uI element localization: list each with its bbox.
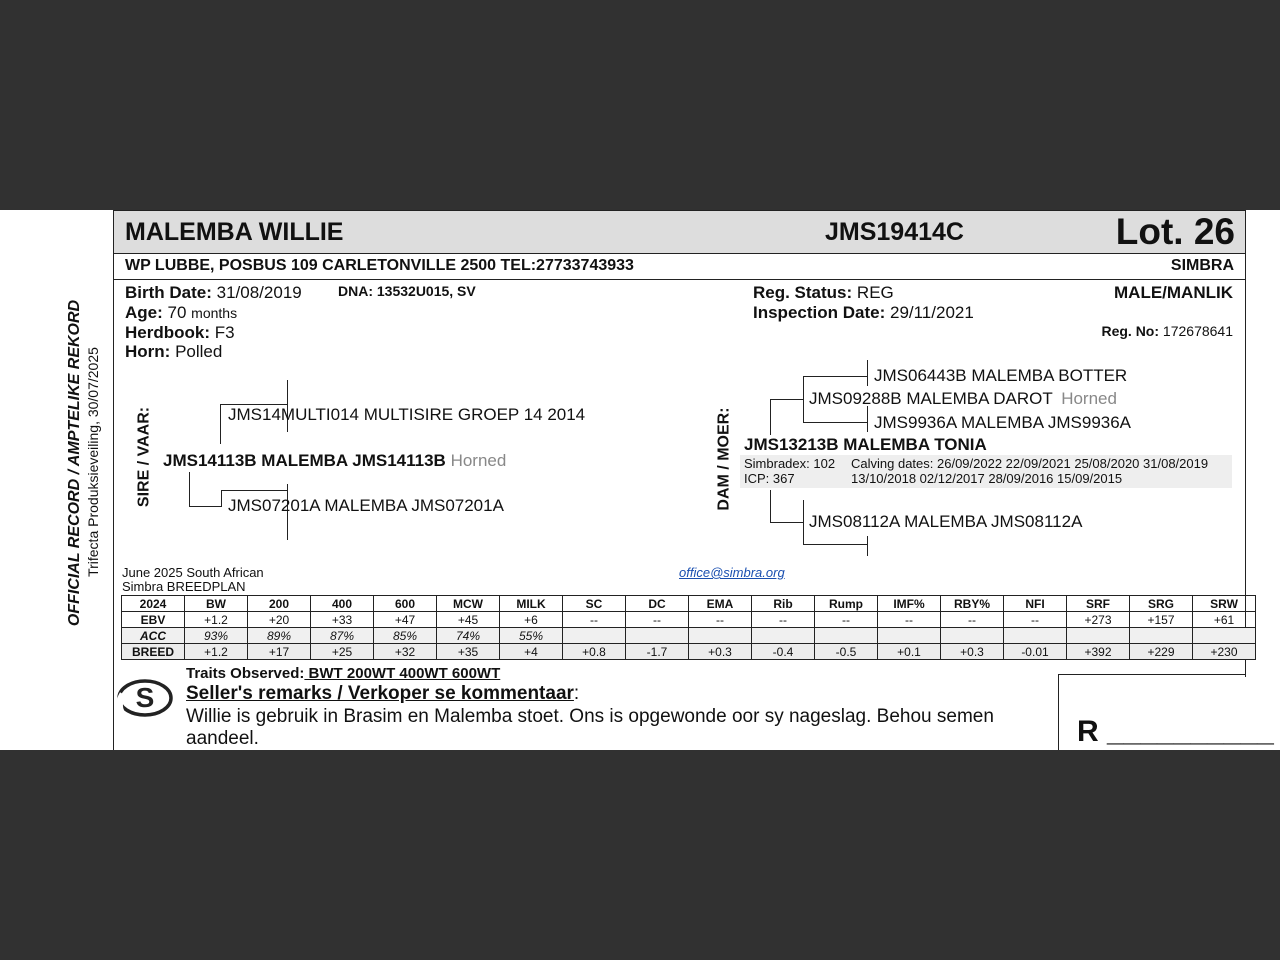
horn-status <box>125 342 222 362</box>
ebv-cell: +230 <box>1193 644 1256 660</box>
ebv-cell <box>1067 628 1130 644</box>
reg-number-value: 172678641 <box>1162 323 1233 339</box>
ebv-cell: -- <box>878 612 941 628</box>
ebv-cell: EMA <box>689 596 752 612</box>
dam-name: JMS13213B MALEMBA TONIA <box>744 435 987 454</box>
ebv-cell: -0.4 <box>752 644 815 660</box>
horn-value: Polled <box>175 342 223 361</box>
ebv-cell: 85% <box>374 628 437 644</box>
ebv-cell: 2024 <box>122 596 185 612</box>
ebv-cell: 600 <box>374 596 437 612</box>
reg-status <box>753 283 894 303</box>
ebv-cell: -- <box>626 612 689 628</box>
herdbook-label: Herdbook: <box>125 323 210 342</box>
reg-number-label: Reg. No: <box>1101 323 1160 339</box>
age-unit: months <box>191 305 238 321</box>
lot-record-card <box>0 210 1280 750</box>
breedplan-title-2: Simbra BREEDPLAN <box>122 579 246 594</box>
ebv-cell: Rump <box>815 596 878 612</box>
inspection-date <box>753 303 974 323</box>
sire-animal <box>163 451 506 471</box>
ebv-cell: +47 <box>374 612 437 628</box>
ebv-cell: +1.2 <box>185 612 248 628</box>
dna-info: DNA: 13532U015, SV <box>338 283 476 299</box>
ebv-cell: MCW <box>437 596 500 612</box>
dam-sire-horn: Horned <box>1061 389 1117 408</box>
ebv-row-acc <box>122 628 1256 644</box>
ebv-cell: +33 <box>311 612 374 628</box>
sire-name: JMS14113B MALEMBA JMS14113B <box>163 451 446 470</box>
animal-name: MALEMBA WILLIE <box>125 218 344 246</box>
ebv-table <box>121 595 1256 660</box>
ebv-cell <box>563 628 626 644</box>
sire-horn: Horned <box>450 451 507 470</box>
remarks-line-2: aandeel. <box>186 728 259 749</box>
birth-date-label: Birth Date: <box>125 283 212 302</box>
email-link[interactable]: office@simbra.org <box>679 565 785 580</box>
traits-observed <box>186 665 500 682</box>
ebv-cell: SC <box>563 596 626 612</box>
ebv-cell: -- <box>941 612 1004 628</box>
ebv-cell: 89% <box>248 628 311 644</box>
dam-sire-sire: JMS06443B MALEMBA BOTTER <box>874 366 1128 385</box>
ebv-row-ebv <box>122 612 1256 628</box>
ebv-cell: -0.01 <box>1004 644 1067 660</box>
remarks-title: Seller's remarks / Verkoper se kommentaar <box>186 683 574 704</box>
ebv-cell: RBY% <box>941 596 1004 612</box>
dam-line <box>867 360 868 386</box>
remarks-line-1: Willie is gebruik in Brasim en Malemba stoet. Ons is opgewonde oor sy nageslag. Behou semen <box>186 706 994 727</box>
sire-line <box>189 472 190 506</box>
ebv-cell: +4 <box>500 644 563 660</box>
ebv-cell: IMF% <box>878 596 941 612</box>
dam-line <box>770 490 771 522</box>
ebv-cell: +0.3 <box>941 644 1004 660</box>
ebv-cell: +32 <box>374 644 437 660</box>
ebv-cell: -0.5 <box>815 644 878 660</box>
dam-line <box>867 536 868 556</box>
dam-line <box>803 376 868 377</box>
remarks-heading <box>186 683 579 705</box>
dam-sire <box>809 389 1117 409</box>
ebv-cell: 200 <box>248 596 311 612</box>
horn-label: Horn: <box>125 342 171 361</box>
dam-label: DAM / MOER: <box>715 407 733 511</box>
ebv-cell: 93% <box>185 628 248 644</box>
price-box <box>1058 674 1274 750</box>
ebv-cell: +45 <box>437 612 500 628</box>
ebv-cell: +17 <box>248 644 311 660</box>
reg-status-value: REG <box>856 283 894 302</box>
sire-line <box>221 490 288 491</box>
sex: MALE/MANLIK <box>1114 283 1233 302</box>
ebv-cell: +1.2 <box>185 644 248 660</box>
ebv-cell: +392 <box>1067 644 1130 660</box>
traits-label: Traits Observed: <box>186 665 305 682</box>
ebv-cell: -- <box>563 612 626 628</box>
simbra-logo-icon <box>115 674 175 724</box>
traits-value: BWT 200WT 400WT 600WT <box>304 665 501 682</box>
ebv-cell: MILK <box>500 596 563 612</box>
dam-line <box>867 406 868 432</box>
herdbook <box>125 323 235 343</box>
price-field[interactable] <box>1077 715 1274 749</box>
sire-line <box>189 506 222 507</box>
ebv-cell <box>878 628 941 644</box>
ebv-cell: -1.7 <box>626 644 689 660</box>
ebv-cell: 400 <box>311 596 374 612</box>
dam-line <box>803 422 868 423</box>
price-label: R __________ <box>1077 715 1274 748</box>
sire-line <box>220 404 221 444</box>
icp: ICP: 367 <box>744 471 795 486</box>
ebv-cell: +273 <box>1067 612 1130 628</box>
simbradex: Simbradex: 102 <box>744 456 836 471</box>
ebv-cell: +0.8 <box>563 644 626 660</box>
ebv-cell <box>689 628 752 644</box>
ebv-cell <box>626 628 689 644</box>
header-bar <box>113 210 1246 254</box>
dam-sire-name: JMS09288B MALEMBA DAROT <box>809 389 1053 408</box>
ebv-cell: DC <box>626 596 689 612</box>
ebv-cell: +20 <box>248 612 311 628</box>
ebv-cell: -- <box>689 612 752 628</box>
breed-name: SIMBRA <box>1170 257 1234 274</box>
registration-code: JMS19414C <box>825 218 964 246</box>
ebv-cell: +6 <box>500 612 563 628</box>
ebv-cell <box>752 628 815 644</box>
lot-number: Lot. 26 <box>1115 211 1235 252</box>
remarks-colon: : <box>573 683 580 704</box>
official-record-label: OFFICIAL RECORD / AMPTELIKE REKORD <box>66 299 83 627</box>
age-value: 70 <box>167 303 187 322</box>
ebv-cell <box>815 628 878 644</box>
dam-line <box>803 500 804 545</box>
ebv-cell: SRG <box>1130 596 1193 612</box>
ebv-row-head <box>122 596 1256 612</box>
logo-letter: S <box>135 682 155 713</box>
ebv-cell: +0.3 <box>689 644 752 660</box>
ebv-cell <box>1193 628 1256 644</box>
ebv-cell: -- <box>815 612 878 628</box>
ebv-row-breed <box>122 644 1256 660</box>
dam-sire-dam: JMS9936A MALEMBA JMS9936A <box>874 413 1132 432</box>
breedplan-title-1: June 2025 South African <box>122 565 264 580</box>
ebv-cell: 55% <box>500 628 563 644</box>
sire-sire: JMS14MULTI014 MULTISIRE GROEP 14 2014 <box>228 405 586 424</box>
ebv-cell: BREED <box>122 644 185 660</box>
calving-panel <box>740 455 1232 488</box>
sale-name-label: Trifecta Produksieveiling, 30/07/2025 <box>85 347 101 577</box>
age <box>125 303 237 323</box>
dam-line <box>770 399 803 400</box>
calving-dates-line2: 13/10/2018 02/12/2017 28/09/2016 15/09/2015 <box>851 471 1123 486</box>
dam-line <box>770 399 771 435</box>
birth-date-value: 31/08/2019 <box>216 283 302 302</box>
breeder-bar <box>113 253 1246 280</box>
calving-dates-line1: Calving dates: 26/09/2022 22/09/2021 25/08/2020 31/08/2019 <box>851 456 1209 471</box>
ebv-cell: +35 <box>437 644 500 660</box>
ebv-cell: ACC <box>122 628 185 644</box>
dam-dam: JMS08112A MALEMBA JMS08112A <box>809 512 1083 531</box>
inspection-date-value: 29/11/2021 <box>889 303 974 322</box>
ebv-cell: BW <box>185 596 248 612</box>
ebv-cell: Rib <box>752 596 815 612</box>
ebv-cell: SRF <box>1067 596 1130 612</box>
ebv-cell <box>941 628 1004 644</box>
ebv-cell: +25 <box>311 644 374 660</box>
dam-line <box>803 376 804 423</box>
herdbook-value: F3 <box>214 323 235 342</box>
reg-number <box>1101 323 1233 339</box>
ebv-cell <box>1004 628 1067 644</box>
ebv-cell: 87% <box>311 628 374 644</box>
sire-line <box>221 490 222 507</box>
dam-line <box>803 544 868 545</box>
ebv-cell: 74% <box>437 628 500 644</box>
inspection-date-label: Inspection Date: <box>753 303 886 322</box>
ebv-cell: +61 <box>1193 612 1256 628</box>
ebv-cell: +157 <box>1130 612 1193 628</box>
ebv-cell: EBV <box>122 612 185 628</box>
dam-line <box>770 522 803 523</box>
sire-label: SIRE / VAAR: <box>135 406 153 508</box>
breeder-address: WP LUBBE, POSBUS 109 CARLETONVILLE 2500 TEL:27733743933 <box>125 257 634 274</box>
reg-status-label: Reg. Status: <box>753 283 853 302</box>
ebv-cell: SRW <box>1193 596 1256 612</box>
age-label: Age: <box>125 303 163 322</box>
sire-dam: JMS07201A MALEMBA JMS07201A <box>228 496 504 515</box>
ebv-cell: NFI <box>1004 596 1067 612</box>
ebv-cell: +0.1 <box>878 644 941 660</box>
birth-date <box>125 283 302 303</box>
ebv-cell: +229 <box>1130 644 1193 660</box>
ebv-cell <box>1130 628 1193 644</box>
ebv-cell: -- <box>752 612 815 628</box>
ebv-cell: -- <box>1004 612 1067 628</box>
